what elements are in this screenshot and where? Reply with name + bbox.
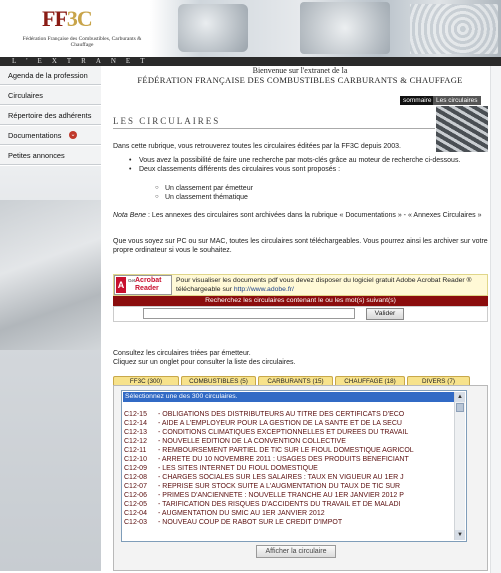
tab-combustibles[interactable]: COMBUSTIBLES (5)	[181, 376, 256, 385]
list-item[interactable]: C12-07 - REPRISE SUR STOCK SUITE A L'AUGMENTATION DU TAUX DE TIC SUR	[124, 483, 401, 490]
list-item[interactable]: C12-09 - LES SITES INTERNET DU FIOUL DOMESTIQUE	[124, 465, 318, 472]
show-circulaire-button[interactable]: Afficher la circulaire	[256, 545, 336, 558]
search-header: Recherchez les circulaires contenant le ou les mot(s) suivant(s)	[113, 296, 488, 306]
sidebar-item-agenda[interactable]	[0, 66, 101, 85]
list-scrollbar[interactable]	[454, 392, 465, 540]
list-item[interactable]: C12-03 - NOUVEAU COUP DE RABOT SUR LE CREDIT D'IMPOT	[124, 519, 343, 526]
list-item[interactable]: C12-11 - REMBOURSEMENT PARTIEL DE TIC SUR LE FIOUL DOMESTIQUE AGRICOL	[124, 447, 414, 454]
scroll-down-icon[interactable]: ▼	[455, 530, 465, 540]
bullet-item: • Vous avez la possibilité de faire une recherche par mots-clés grâce au moteur de recherche ci-dessous.	[139, 156, 488, 165]
list-item[interactable]: C12-14 - AIDE A L'EMPLOYEUR POUR LA GESTION DE LA SANTE ET DE LA SECU	[124, 420, 402, 427]
scroll-thumb[interactable]	[456, 403, 464, 412]
sidebar-item-label: Petites annonces	[8, 151, 65, 160]
validate-button[interactable]: Valider	[366, 308, 404, 320]
tab-chauffage[interactable]: CHAUFFAGE (18)	[335, 376, 405, 385]
intro-text: Dans cette rubrique, vous retrouverez toutes les circulaires éditées par la FF3C depuis 2003.	[113, 143, 401, 150]
chevron-down-icon: ⌄	[70, 132, 76, 138]
list-item[interactable]: C12-05 - TARIFICATION DES RISQUES D'ACCIDENTS DU TRAVAIL ET DE MALADI	[124, 501, 401, 508]
acrobat-get-label: Get	[128, 278, 136, 283]
note-text: Nota Bene : Les annexes des circulaires sont archivées dans la rubrique « Documentations » - « Annexes Circulaires »	[113, 212, 482, 219]
tab-ff3c[interactable]: FF3C (300)	[113, 376, 179, 385]
list-item[interactable]: C12-08 - CHARGES SOCIALES SUR LES SALAIRES : TAUX EN VIGUEUR AU 1ER J	[124, 474, 404, 481]
list-item[interactable]: C12-12 - NOUVELLE EDITION DE LA CONVENTION COLLECTIVE	[124, 438, 346, 445]
truck-image	[0, 200, 101, 350]
nota-bene-label: Nota Bene	[113, 212, 147, 219]
welcome-title: FÉDÉRATION FRANÇAISE DES COMBUSTIBLES CARBURANTS & CHAUFFAGE	[137, 75, 463, 85]
nota-bene	[113, 211, 488, 220]
list-item[interactable]: C12-06 - PRIMES D'ANCIENNETE : NOUVELLE TRANCHE AU 1ER JANVIER 2012 P	[124, 492, 404, 499]
page-title: LES CIRCULAIRES	[113, 116, 221, 126]
list-item[interactable]: C12-10 - ARRETE DU 10 NOVEMBRE 2011 : USAGES DES PRODUITS BENEFICIANT	[124, 456, 409, 463]
header-photo	[300, 2, 390, 54]
list-item[interactable]: C12-15 - OBLIGATIONS DES DISTRIBUTEURS AU TITRE DES CERTIFICATS D'ECO	[124, 411, 405, 418]
tab-sommaire[interactable]: sommaire	[400, 96, 435, 105]
divider	[113, 128, 435, 129]
tab-circulaires[interactable]: Les circulaires	[433, 96, 481, 105]
tab-carburants[interactable]: CARBURANTS (15)	[258, 376, 333, 385]
acrobat-icon: A	[116, 277, 126, 293]
ff3c-logo[interactable]	[16, 6, 146, 52]
tab-divers[interactable]: DIVERS (7)	[407, 376, 470, 385]
sidebar-item-circulaires[interactable]	[0, 86, 101, 105]
scroll-up-icon[interactable]: ▲	[455, 392, 465, 402]
acrobat-reader-badge[interactable]	[114, 275, 172, 295]
emitter-intro: Consultez les circulaires triées par émetteur.	[113, 350, 251, 357]
acrobat-text	[176, 276, 486, 294]
welcome-line: Bienvenue sur l'extranet de la	[252, 66, 348, 75]
list-header[interactable]: Sélectionnez une des 300 circulaires.	[123, 392, 456, 402]
circulaires-listbox[interactable]	[121, 390, 467, 542]
acrobat-description: Pour visualiser les documents pdf vous devez disposer du logiciel gratuit Adobe Acrobat Reader ® téléchargeable sur	[176, 277, 472, 293]
sidebar-item-label: Agenda de la profession	[8, 71, 88, 80]
sidebar-item-petites-annonces[interactable]	[0, 146, 101, 165]
sub-bullet-item: ○ Un classement par émetteur	[165, 184, 465, 193]
acrobat-name: Acrobat Reader	[135, 277, 162, 292]
emitter-instruction: Cliquez sur un onglet pour consulter la liste des circulaires.	[113, 359, 296, 366]
adobe-link[interactable]: http://www.adobe.fr/	[233, 286, 294, 293]
sidebar-item-repertoire[interactable]	[0, 106, 101, 125]
list-item[interactable]: C12-04 - AUGMENTATION DU SMIC AU 1ER JANVIER 2012	[124, 510, 325, 517]
bullet-item: • Deux classements différents des circulaires vous sont proposés :	[139, 165, 488, 174]
logo-subtitle: Fédération Française des Combustibles, Carburants & Chauffage	[22, 36, 142, 48]
list-item[interactable]: C12-13 - CONDITIONS CLIMATIQUES EXCEPTIONNELLES ET DUREES DU TRAVAIL	[124, 429, 409, 436]
mac-text: Que vous soyez sur PC ou sur MAC, toutes les circulaires sont téléchargeables. Vous pourrez ainsi les archiver sur votre propre ordinateur si vous le souhaitez.	[113, 238, 488, 254]
sidebar-item-documentations[interactable]	[0, 126, 101, 145]
extranet-band: L'EXTRANET	[0, 57, 501, 66]
welcome-banner	[110, 66, 490, 85]
sub-bullet-item: ○ Un classement thématique	[165, 193, 465, 202]
search-input[interactable]	[143, 308, 355, 319]
page-right-edge	[490, 66, 501, 573]
sidebar-item-label: Répertoire des adhérents	[8, 111, 92, 120]
header-photo	[178, 4, 248, 52]
sidebar-item-label: Circulaires	[8, 91, 43, 100]
header-photo	[410, 4, 498, 54]
logo-mark: FF3C	[42, 6, 92, 31]
sidebar-item-label: Documentations	[8, 131, 62, 140]
